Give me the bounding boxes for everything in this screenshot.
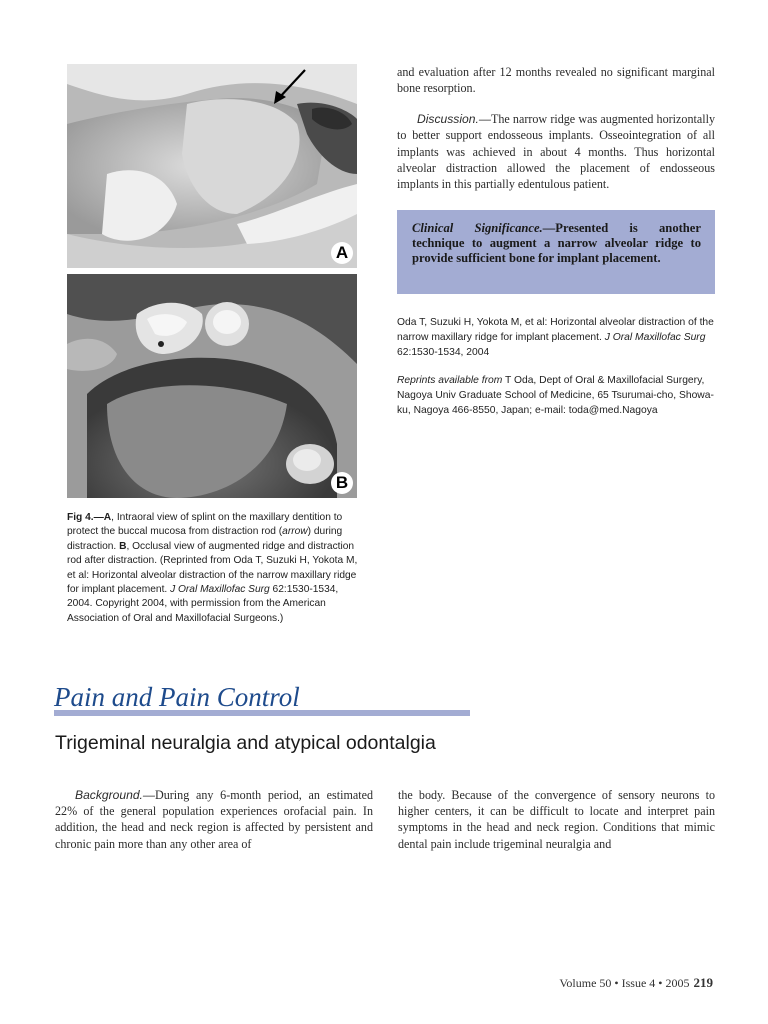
caption-text-3: , Occlusal view of augmented ridge and distraction rod after distraction. (Reprinted from Oda T, Suzuki H, Yokota M, et al: Horizontal alveolar distraction of the narrow maxillary ridge for implant placement. (67, 540, 358, 596)
occlusal-photo (67, 274, 357, 498)
continued-paragraph: and evaluation after 12 months revealed no significant marginal bone resorption. (397, 65, 715, 96)
clinical-label: Clinical Significance.— (412, 221, 556, 235)
intraoral-photo (67, 64, 357, 268)
reference-journal: J Oral Maxillofac Surg (604, 332, 706, 343)
caption-text-2: ) during distraction. (67, 526, 343, 552)
reference-citation (397, 315, 715, 360)
page-number: 219 (693, 975, 713, 990)
caption-text-4: 62:1530-1534, 2004. Copyright 2004, with permission from the American Association of Oral and Maxillofacial Surgeons.) (67, 584, 339, 624)
clinical-text: Presented is another technique to augment a narrow alveolar ridge to provide sufficient bone for implant placement. (412, 221, 701, 265)
figure-photo-a (67, 64, 357, 268)
discussion-paragraph (397, 111, 715, 192)
caption-b-label: B (119, 540, 127, 552)
caption-arrow-word: arrow (282, 526, 308, 538)
clinical-significance-box (397, 210, 715, 294)
reprints-label: Reprints available from (397, 375, 503, 386)
page-footer (559, 975, 713, 991)
reference-tail: 62:1530-1534, 2004 (397, 347, 490, 358)
reprints-info (397, 373, 715, 418)
background-text-left: During any 6-month period, an estimated 22% of the general population experiences orofacial pain. In addition, the head and neck region is affected by persistent and chronic pain more than any other area of (55, 788, 373, 851)
reprints-text: T Oda, Dept of Oral & Maxillofacial Surgery, Nagoya Univ Graduate School of Medicine, 65 Tsurumai-cho, Showa-ku, Nagoya 466-8550, Japan; e-mail: toda@med.Nagoya (397, 375, 714, 416)
section-title: Pain and Pain Control (54, 682, 300, 712)
background-paragraph-left (55, 787, 373, 852)
issue-info: Volume 50 • Issue 4 • 2005 (559, 976, 690, 990)
caption-lead: Fig 4.—A (67, 512, 112, 523)
article-title: Trigeminal neuralgia and atypical odontalgia (55, 732, 436, 754)
caption-journal: J Oral Maxillofac Surg (170, 584, 270, 596)
panel-label-a: A (331, 242, 353, 264)
discussion-label: Discussion.— (417, 112, 491, 126)
figure-photo-b (67, 274, 357, 498)
figure-caption (67, 511, 359, 626)
discussion-text: The narrow ridge was augmented horizontally to better support endosseous implants. Osseointegration of all implants was achieved in about 4 months. Thus horizontal alveolar distraction allowed the placement of endosseous implants in this partially edentulous patient. (397, 112, 715, 192)
panel-label-b: B (331, 472, 353, 494)
background-label: Background.— (75, 788, 155, 802)
background-paragraph-right: the body. Because of the convergence of sensory neurons to higher centers, it can be difficult to locate and interpret pain symptoms in the head and neck region. Conditions that mimic dental pain include trigeminal neuralgia and (398, 788, 715, 851)
reference-text: Oda T, Suzuki H, Yokota M, et al: Horizontal alveolar distraction of the narrow maxillary ridge for implant placement. (397, 317, 714, 343)
caption-text-1: , Intraoral view of splint on the maxillary dentition to protect the buccal mucosa from distraction rod ( (67, 512, 343, 538)
